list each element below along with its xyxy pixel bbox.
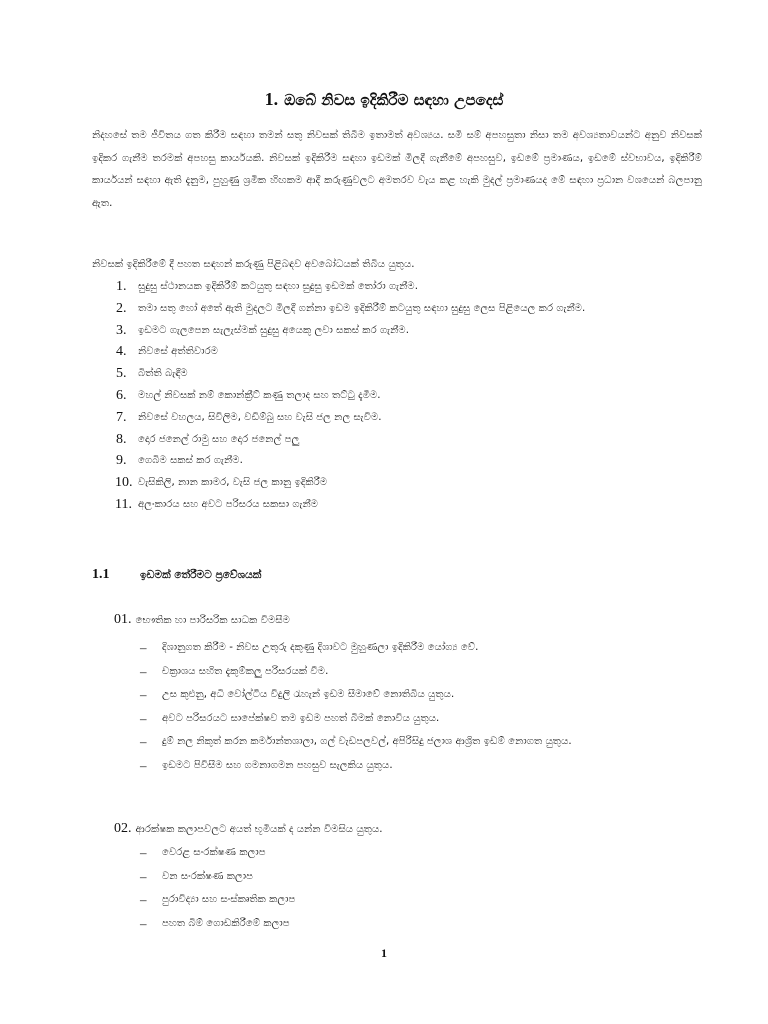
steps-list: [92, 276, 704, 516]
list-item-text: අවට පරිසරයට සාපේක්ෂව තම ඉඩම පහත් බිමක් නොවිය යුතුය.: [162, 712, 440, 724]
list-item-number: 6.: [116, 387, 127, 403]
dash-bullet: –: [140, 757, 147, 773]
subsection-number: 02.: [114, 821, 132, 836]
list-item-text: නිවසේ අත්තිවාරම: [138, 346, 219, 358]
subsection-title: භෞතික හා පාරිසරික සාධක විමසීම: [135, 615, 290, 626]
list-item-text: වැසිකිලි, නාන කාමර, වැසි ජල කානු ඉදිකිරීම: [138, 477, 328, 489]
subsection-physical-factors: [114, 609, 704, 777]
list-item-number: 4.: [116, 344, 127, 360]
list-item: [92, 494, 704, 516]
list-item: [92, 363, 704, 385]
list-item: [114, 888, 704, 912]
section-title: ඉඩමක් තේරීමට ප්‍රවේශයක්: [140, 569, 262, 581]
list-item-number: 8.: [116, 431, 127, 447]
subsection-protected-zones: [114, 818, 704, 935]
list-item: [92, 472, 704, 494]
dash-bullet: –: [140, 845, 147, 860]
lead-paragraph: නිවසක් ඉදිකිරීමේ දී පහත සඳහන් කරුණු පිළිබඳව අවබෝධයක් තිබිය යුතුය.: [92, 259, 415, 270]
section-number: 1.1: [92, 567, 110, 582]
list-item-text: පහත බිම් ගොඩකිරීමේ කලාප: [162, 917, 290, 929]
list-item-number: 11.: [115, 496, 132, 512]
bullet-list: [114, 636, 704, 777]
list-item-text: වන සංරක්ෂණ කලාප: [162, 870, 254, 882]
list-item-number: 1.: [116, 279, 127, 294]
bullet-list: [114, 841, 704, 935]
list-item-number: 7.: [116, 409, 127, 425]
page-title: [0, 88, 768, 111]
list-item: [92, 320, 704, 342]
dash-bullet: –: [140, 915, 147, 931]
dash-bullet: –: [140, 640, 147, 655]
list-item: [92, 450, 704, 472]
list-item-text: සුදුසු ස්ථානයක ඉදිකිරීම් කටයුතු සඳහා සුදුසු ඉඩමක් තෝරා ගැනීම.: [138, 281, 418, 292]
list-item: [92, 385, 704, 407]
list-item-text: පුරාවිද්‍යා සහ සංස්කෘතික කලාප: [162, 894, 296, 905]
list-item-number: 3.: [116, 322, 127, 338]
dash-bullet: –: [140, 868, 147, 884]
dash-bullet: –: [140, 734, 147, 749]
dash-bullet: –: [140, 710, 147, 726]
list-item: [92, 276, 704, 298]
list-item: [114, 754, 704, 778]
list-item-text: චක්‍රාශය සහිත දැකුම්කලු පරිසරයක් වීම.: [162, 665, 329, 677]
list-item: [114, 730, 704, 754]
list-item-text: තමා සතු හෝ අතේ ඇති මුදලට මිලදී ගන්නා ඉඩම ඉදිකිරීම් කටයුතු සඳහා සුදුසු ලෙස පිළියෙල කර ගැනීම.: [138, 302, 586, 314]
list-item: [114, 636, 704, 660]
list-item-number: 9.: [116, 453, 127, 469]
list-item-number: 5.: [116, 366, 127, 382]
subsection-heading: [114, 818, 704, 841]
list-item: [114, 841, 704, 865]
list-item: [114, 912, 704, 936]
list-item: [114, 683, 704, 707]
page-number: 1: [381, 946, 387, 960]
list-item-text: ගෙබිම සකස් කර ගැනීම.: [138, 455, 243, 467]
dash-bullet: –: [140, 687, 147, 702]
list-item-text: දිශානුගත කිරීම - නිවස උතුරු දකුණු දිශාවට මුහුණලා ඉදිකිරීම යෝග්‍ය වේ.: [162, 642, 479, 653]
list-item-text: ඉඩමට ගැලපෙන සැලැස්මක් සුදුසු අයෙකු ලවා සකස් කර ගැනීම.: [138, 324, 409, 336]
dash-bullet: –: [140, 663, 147, 679]
list-item: [92, 341, 704, 363]
title-number: 1.: [264, 89, 279, 109]
list-item-number: 10.: [115, 475, 133, 491]
title-text: ඔබේ නිවස ඉදිකිරීම සඳහා උපදෙස්: [284, 91, 504, 109]
subsection-heading: [114, 609, 704, 632]
list-item-text: බිත්ති බැඳීම: [138, 368, 188, 380]
list-item-text: දුම් නල නිකුත් කරන කර්මාන්තශාලා, ගල් වැඩපලවල්, අපිරිසිදු ජලාශ ආශ්‍රිත ඉඩම් නොගත යුතුය.: [162, 736, 572, 747]
section-heading: [92, 564, 702, 586]
list-item: [92, 298, 704, 320]
list-item-number: 2.: [116, 300, 127, 316]
dash-bullet: –: [140, 892, 147, 907]
list-item-text: නිවසේ වහලය, සිවිලිම, වඩිම්බු සහ වැසි ජල නල සැවිම.: [138, 411, 382, 423]
list-item-text: අලංකාරය සහ අවට පරිසරය සකසා ගැනීම: [138, 498, 319, 510]
list-item-text: ඉඩමට පිවිසීම සහ ගමනාගමන පහසුව සැලකිය යුතුය.: [162, 759, 393, 771]
list-item: [92, 429, 704, 451]
list-item: [114, 660, 704, 684]
list-item-text: වෙරළ සංරක්ෂණ කලාප: [162, 847, 266, 858]
list-item: [92, 407, 704, 429]
list-item-text: මහල් නිවසක් නම් කොන්ක්‍රීට් කණු තලාද සහ තට්ටු දැමීම.: [138, 389, 381, 401]
subsection-title: ආරක්ෂක කලාපවලට අයත් භූමියක් ද යන්න විමසිය යුතුය.: [135, 824, 383, 835]
list-item: [114, 865, 704, 889]
subsection-number: 01.: [114, 612, 132, 627]
list-item-text: උස කුළුනු, අධි වෝල්ටීය විදුලි රැහැන් ඉඩම සීමාවේ නොතිබිය යුතුය.: [162, 689, 455, 700]
intro-paragraph: නිදහසේ තම ජීවිතය ගත කිරීම සඳහා තමන් සතු නිවසක් තිබීම ඉතාමත් අවශ්‍යය. සමි සම් අපහසුතා නිසා තම අවශ්‍යතාවයන්ට අනුව නිවසක් ඉදිකර ගැනීම තරමක් අපහසු කාර්යයකි. නිවසක් ඉදිකිරීම සඳහා ඉඩමක් මිලදී ගැනීමේ අපහසුව, ඉඩමේ ප්‍රමාණය, ඉඩමේ ස්වභාවය, ඉදිකිරීම් කාර්යයන් සඳහා ඇති දැනුම, පුහුණු ශ්‍රමික හිඟකම ආදී කරුණුවලට අමතරව වැය කළ හැකි මුදල් ප්‍රමාණයද මේ සඳහා ප්‍රධාන වශයෙන් බලපානු ඇත.: [92, 130, 702, 209]
list-item: [114, 707, 704, 731]
list-item-text: දොර ජනෙල් රාමු සහ දොර ජනෙල් පලු: [138, 433, 300, 445]
